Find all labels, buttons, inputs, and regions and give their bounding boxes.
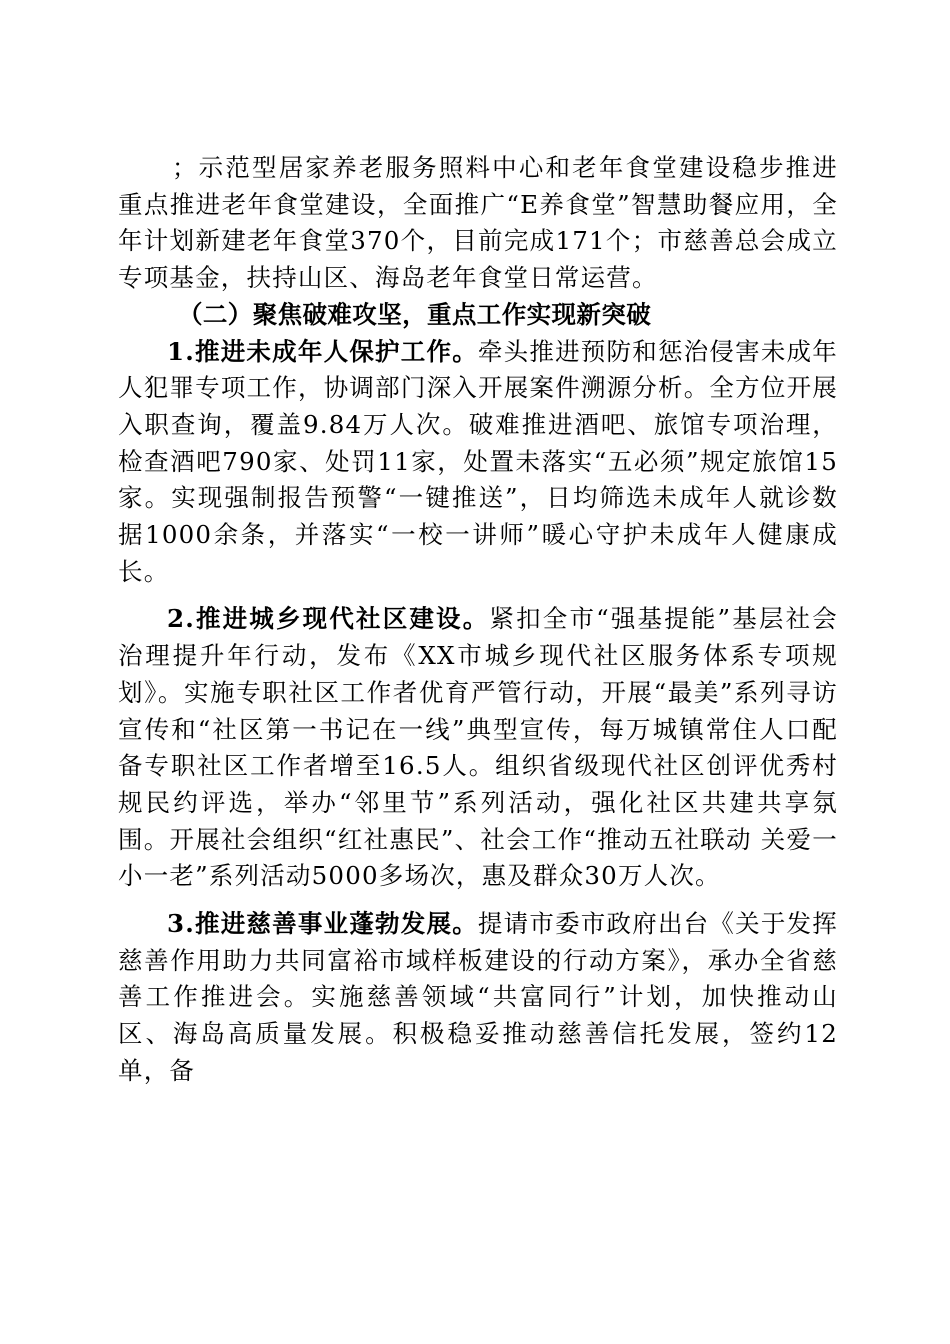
section-heading bbox=[118, 297, 838, 334]
document-body bbox=[118, 150, 838, 1090]
paragraph-community-building bbox=[118, 601, 838, 895]
section-heading-text: （二）聚焦破难攻坚，重点工作实现新突破 bbox=[178, 299, 652, 329]
paragraph-text: 牵头推进预防和惩治侵害未成年人犯罪专项工作，协调部门深入开展案件溯源分析。全方位开展入职查询，覆盖9.84万人次。破难推进酒吧、旅馆专项治理，检查酒吧790家、处罚11家，处置未落实“五必须”规定旅馆15家。实现强制报告预警“一键推送”，日均筛选未成年人就诊数据1000余条，并落实“一校一讲师”暖心守护未成年人健康成长。 bbox=[118, 336, 838, 586]
paragraph-lead: 1.推进未成年人保护工作。 bbox=[167, 336, 478, 366]
paragraph-lead: 3.推进慈善事业蓬勃发展。 bbox=[167, 909, 478, 939]
paragraph-text: 提请市委市政府出台《关于发挥慈善作用助力共同富裕市域样板建设的行动方案》，承办全省慈善工作推进会。实施慈善领域“共富同行”计划，加快推动山区、海岛高质量发展。积极稳妥推动慈善信托发展，签约12单，备 bbox=[118, 909, 838, 1085]
paragraph-elderly-canteens bbox=[118, 150, 838, 297]
paragraph-text: 紧扣全市“强基提能”基层社会治理提升年行动，发布《XX市城乡现代社区服务体系专项规划》。实施专职社区工作者优育严管行动，开展“最美”系列寻访宣传和“社区第一书记在一线”典型宣传，每万城镇常住人口配备专职社区工作者增至16.5人。组织省级现代社区创评优秀村规民约评选，举办“邻里节”系列活动，强化社区共建共享氛围。开展社会组织“红社惠民”、社会工作“推动五社联动 关爱一小一老”系列活动5000多场次，惠及群众30万人次。 bbox=[118, 604, 838, 891]
paragraph-text: ；示范型居家养老服务照料中心和老年食堂建设稳步推进重点推进老年食堂建设，全面推广“E养食堂”智慧助餐应用，全年计划新建老年食堂370个，目前完成171个；市慈善总会成立专项基金，扶持山区、海岛老年食堂日常运营。 bbox=[118, 153, 838, 293]
paragraph-minor-protection bbox=[118, 334, 838, 591]
paragraph-lead: 2.推进城乡现代社区建设。 bbox=[167, 604, 490, 634]
paragraph-charity-development bbox=[118, 906, 838, 1090]
